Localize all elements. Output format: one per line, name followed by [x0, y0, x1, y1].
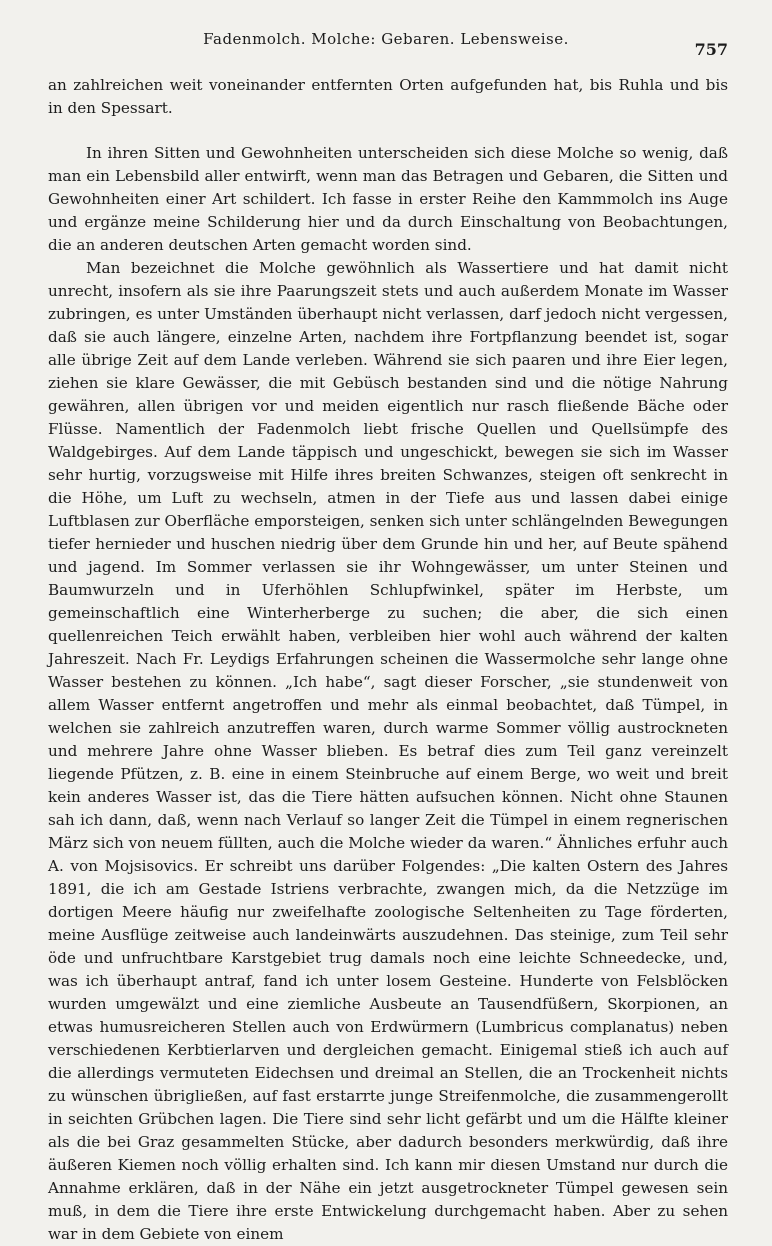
body-text — [48, 74, 728, 1246]
running-header: Fadenmolch. Molche: Gebaren. Lebensweise. — [203, 30, 569, 48]
paragraph-continuation: an zahlreichen weit voneinander entfernten Orten aufgefunden hat, bis Ruhla und bis in den Spessart. — [48, 76, 728, 117]
paragraph-sitten: In ihren Sitten und Gewohnheiten unterscheiden sich diese Molche so wenig, daß man ein Lebensbild aller entwirft, wenn man das Betragen und Gebaren, die Sitten und Gewohnheiten einer Art schildert. Ich fasse in erster Reihe den Kammmolch ins Auge und ergänze meine Schilderung hier und da durch Einschaltung von Beobachtungen, die an anderen deutschen Arten gemacht worden sind. — [48, 144, 728, 254]
paragraph-molche-wassertiere: Man bezeichnet die Molche gewöhnlich als Wassertiere und hat damit nicht unrecht, insofern als sie ihre Paarungszeit stets und auch außerdem Monate im Wasser zubringen, es unter Umständen überhaupt nicht verlassen, darf jedoch nicht vergessen, daß sie auch längere, einzelne Arten, nachdem ihre Fortpflanzung beendet ist, sogar alle übrige Zeit auf dem Lande verleben. Während sie sich paaren und ihre Eier legen, ziehen sie klare Gewässer, die mit Gebüsch bestanden sind und die nötige Nahrung gewähren, allen übrigen vor und meiden eigentlich nur rasch fließende Bäche oder Flüsse. Namentlich der Fadenmolch liebt frische Quellen und Quellsümpfe des Waldgebirges. Auf dem Lande täppisch und ungeschickt, bewegen sie sich im Wasser sehr hurtig, vorzugsweise mit Hilfe ihres breiten Schwanzes, steigen oft senkrecht in die Höhe, um Luft zu wechseln, atmen in der Tiefe aus und lassen dabei einige Luftblasen zur Oberfläche emporsteigen, senken sich unter schlängelnden Bewegungen tiefer hernieder und huschen niedrig über dem Grunde hin und her, auf Beute spähend und jagend. Im Sommer verlassen sie ihr Wohngewässer, um unter Steinen und Baumwurzeln und in Uferhöhlen Schlupfwinkel, später im Herbste, um gemeinschaftlich eine Winterherberge zu suchen; die aber, die sich einen quellenreichen Teich erwählt haben, verbleiben hier wohl auch während der kalten Jahreszeit. Nach Fr. Leydigs Erfahrungen scheinen die Wassermolche sehr lange ohne Wasser bestehen zu können. „Ich habe“, sagt dieser Forscher, „sie stundenweit von allem Wasser entfernt angetroffen und mehr als einmal beobachtet, daß Tümpel, in welchen sie zahlreich anzutreffen waren, durch warme Sommer völlig austrockneten und mehrere Jahre ohne Wasser blieben. Es betraf dies zum Teil ganz vereinzelt liegende Pfützen, z. B. eine in einem Steinbruche auf einem Berge, wo weit und breit kein anderes Wasser ist, das die Tiere hätten aufsuchen können. Nicht ohne Staunen sah ich dann, daß, wenn nach Verlauf so langer Zeit die Tümpel in einem regnerischen März sich von neuem füllten, auch die Molche wieder da waren.“ Ähnliches erfuhr auch A. von Mojsisovics. Er schreibt uns darüber Folgendes: „Die kalten Ostern des Jahres 1891, die ich am Gestade Istriens verbrachte, zwangen mich, da die Netzzüge im dortigen Meere häufig nur zweifelhafte zoologische Seltenheiten zu Tage förderten, meine Ausflüge zeitweise auch landeinwärts auszudehnen. Das steinige, zum Teil sehr öde und unfruchtbare Karstgebiet trug damals noch eine leichte Schneedecke, und, was ich überhaupt antraf, fand ich unter losem Gesteine. Hunderte von Felsblöcken wurden umgewälzt und eine ziemliche Ausbeute an Tausendfüßern, Skorpionen, an etwas humusreicheren Stellen auch von Erdwürmern (Lumbricus complanatus) neben verschiedenen Kerbtierlarven und dergleichen gemacht. Einigemal stieß ich auch auf die allerdings vermuteten Eidechsen und dreimal an Stellen, die an Trockenheit nichts zu wünschen übrigließen, auf fast erstarrte junge Streifenmolche, die zusammengerollt in seichten Grübchen lagen. Die Tiere sind sehr licht gefärbt und um die Hälfte kleiner als die bei Graz gesammelten Stücke, aber dadurch besonders merkwürdig, daß ihre äußeren Kiemen noch völlig erhalten sind. Ich kann mir diesen Umstand nur durch die Annahme erklären, daß in der Nähe ein jetzt ausgetrockneter Tümpel gewesen sein muß, in dem die Tiere ihre erste Entwickelung durchgemacht haben. Aber zu sehen war in dem Gebiete von einem — [48, 259, 728, 1243]
page-number: 757 — [694, 40, 728, 59]
